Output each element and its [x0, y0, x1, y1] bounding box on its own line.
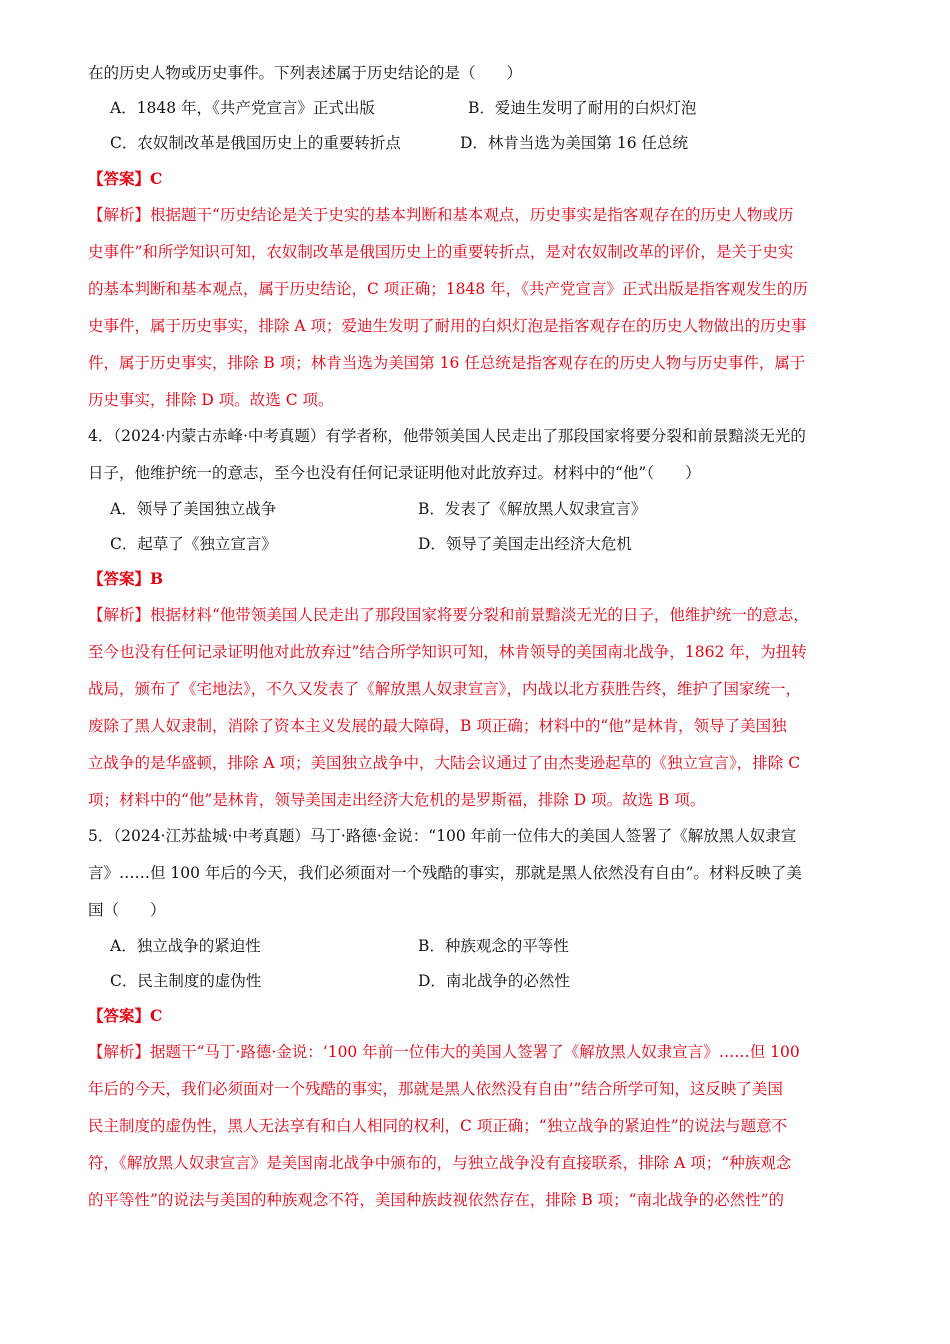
analysis-line: 【解析】根据题干“历史结论是关于史实的基本判断和基本观点，历史事实是指客观存在的历史人物或历 — [88, 206, 794, 224]
analysis-line: 的基本判断和基本观点，属于历史结论，C 项正确；1848 年，《共产党宣言》正式出版是指客观发生的历 — [88, 280, 808, 298]
question-stem: 国（ ） — [88, 901, 166, 919]
option-b: B．爱迪生发明了耐用的白炽灯泡 — [468, 99, 697, 117]
answer-label: 【答案】B — [88, 569, 164, 588]
question-stem: 4．（2024·内蒙古赤峰·中考真题）有学者称，他带领美国人民走出了那段国家将要分裂和前景黯淡无光的 — [88, 427, 806, 445]
analysis-line: 史事件”和所学知识可知，农奴制改革是俄国历史上的重要转折点，是对农奴制改革的评价，是关于史实 — [88, 243, 794, 261]
analysis-line: 废除了黑人奴隶制，消除了资本主义发展的最大障碍，B 项正确；材料中的“他”是林肯，领导了美国独 — [88, 717, 787, 735]
analysis-line: 史事件，属于历史事实，排除 A 项；爱迪生发明了耐用的白炽灯泡是指客观存在的历史人物做出的历史事 — [88, 317, 807, 335]
analysis-line: 立战争的是华盛顿，排除 A 项；美国独立战争中，大陆会议通过了由杰斐逊起草的《独立宣言》，排除 C — [88, 754, 801, 772]
answer-label: 【答案】C — [88, 169, 163, 188]
analysis-line: 件，属于历史事实，排除 B 项；林肯当选为美国第 16 任总统是指客观存在的历史人物与历史事件，属于 — [88, 354, 806, 372]
option-d: D．林肯当选为美国第 16 任总统 — [460, 134, 689, 152]
question-stem: 日子，他维护统一的意志，至今也没有任何记录证明他对此放弃过。材料中的“他”（ ） — [88, 464, 701, 482]
option-a: A．独立战争的紧迫性 — [110, 937, 261, 955]
analysis-line: 【解析】据题干“马丁·路德·金说：‘100 年前一位伟大的美国人签署了《解放黑人奴隶宣言》……但 100 — [88, 1043, 800, 1061]
option-b: B．种族观念的平等性 — [418, 937, 569, 955]
option-c: C．起草了《独立宣言》 — [110, 535, 277, 553]
answer-label: 【答案】C — [88, 1006, 163, 1025]
option-c: C．民主制度的虚伪性 — [110, 972, 262, 990]
option-d: D．南北战争的必然性 — [418, 972, 570, 990]
analysis-line: 历史事实，排除 D 项。故选 C 项。 — [88, 391, 334, 409]
analysis-line: 至今也没有任何记录证明他对此放弃过”结合所学知识可知，林肯领导的美国南北战争，1862 年，为扭转 — [88, 643, 807, 661]
analysis-line: 【解析】根据材料“他带领美国人民走出了那段国家将要分裂和前景黯淡无光的日子，他维护统一的意志， — [88, 606, 809, 624]
option-c: C．农奴制改革是俄国历史上的重要转折点 — [110, 134, 401, 152]
analysis-line: 年后的今天，我们必须面对一个残酷的事实，那就是黑人依然没有自由’”结合所学可知，这反映了美国 — [88, 1080, 783, 1098]
option-a: A．领导了美国独立战争 — [110, 500, 277, 518]
analysis-line: 民主制度的虚伪性，黑人无法享有和白人相同的权利，C 项正确；“独立战争的紧迫性”的说法与题意不 — [88, 1117, 788, 1135]
analysis-line: 的平等性”的说法与美国的种族观念不符，美国种族歧视依然存在，排除 B 项；“南北战争的必然性”的 — [88, 1191, 785, 1209]
option-d: D．领导了美国走出经济大危机 — [418, 535, 632, 553]
question-stem: 言》……但 100 年后的今天，我们必须面对一个残酷的事实，那就是黑人依然没有自由”。材料反映了美 — [88, 864, 802, 882]
analysis-line: 符，《解放黑人奴隶宣言》是美国南北战争中颁布的，与独立战争没有直接联系，排除 A 项；“种族观念 — [88, 1154, 792, 1172]
option-b: B．发表了《解放黑人奴隶宣言》 — [418, 500, 647, 518]
question-stem: 5．（2024·江苏盐城·中考真题）马丁·路德·金说：“100 年前一位伟大的美国人签署了《解放黑人奴隶宣 — [88, 827, 797, 845]
question-stem: 在的历史人物或历史事件。下列表述属于历史结论的是（ ） — [88, 64, 523, 82]
analysis-line: 项；材料中的“他”是林肯，领导美国走出经济大危机的是罗斯福，排除 D 项。故选 B 项。 — [88, 791, 706, 809]
option-a: A．1848 年，《共产党宣言》正式出版 — [110, 99, 375, 117]
analysis-line: 战局，颁布了《宅地法》，不久又发表了《解放黑人奴隶宣言》，内战以北方获胜告终，维护了国家统一， — [88, 680, 802, 698]
